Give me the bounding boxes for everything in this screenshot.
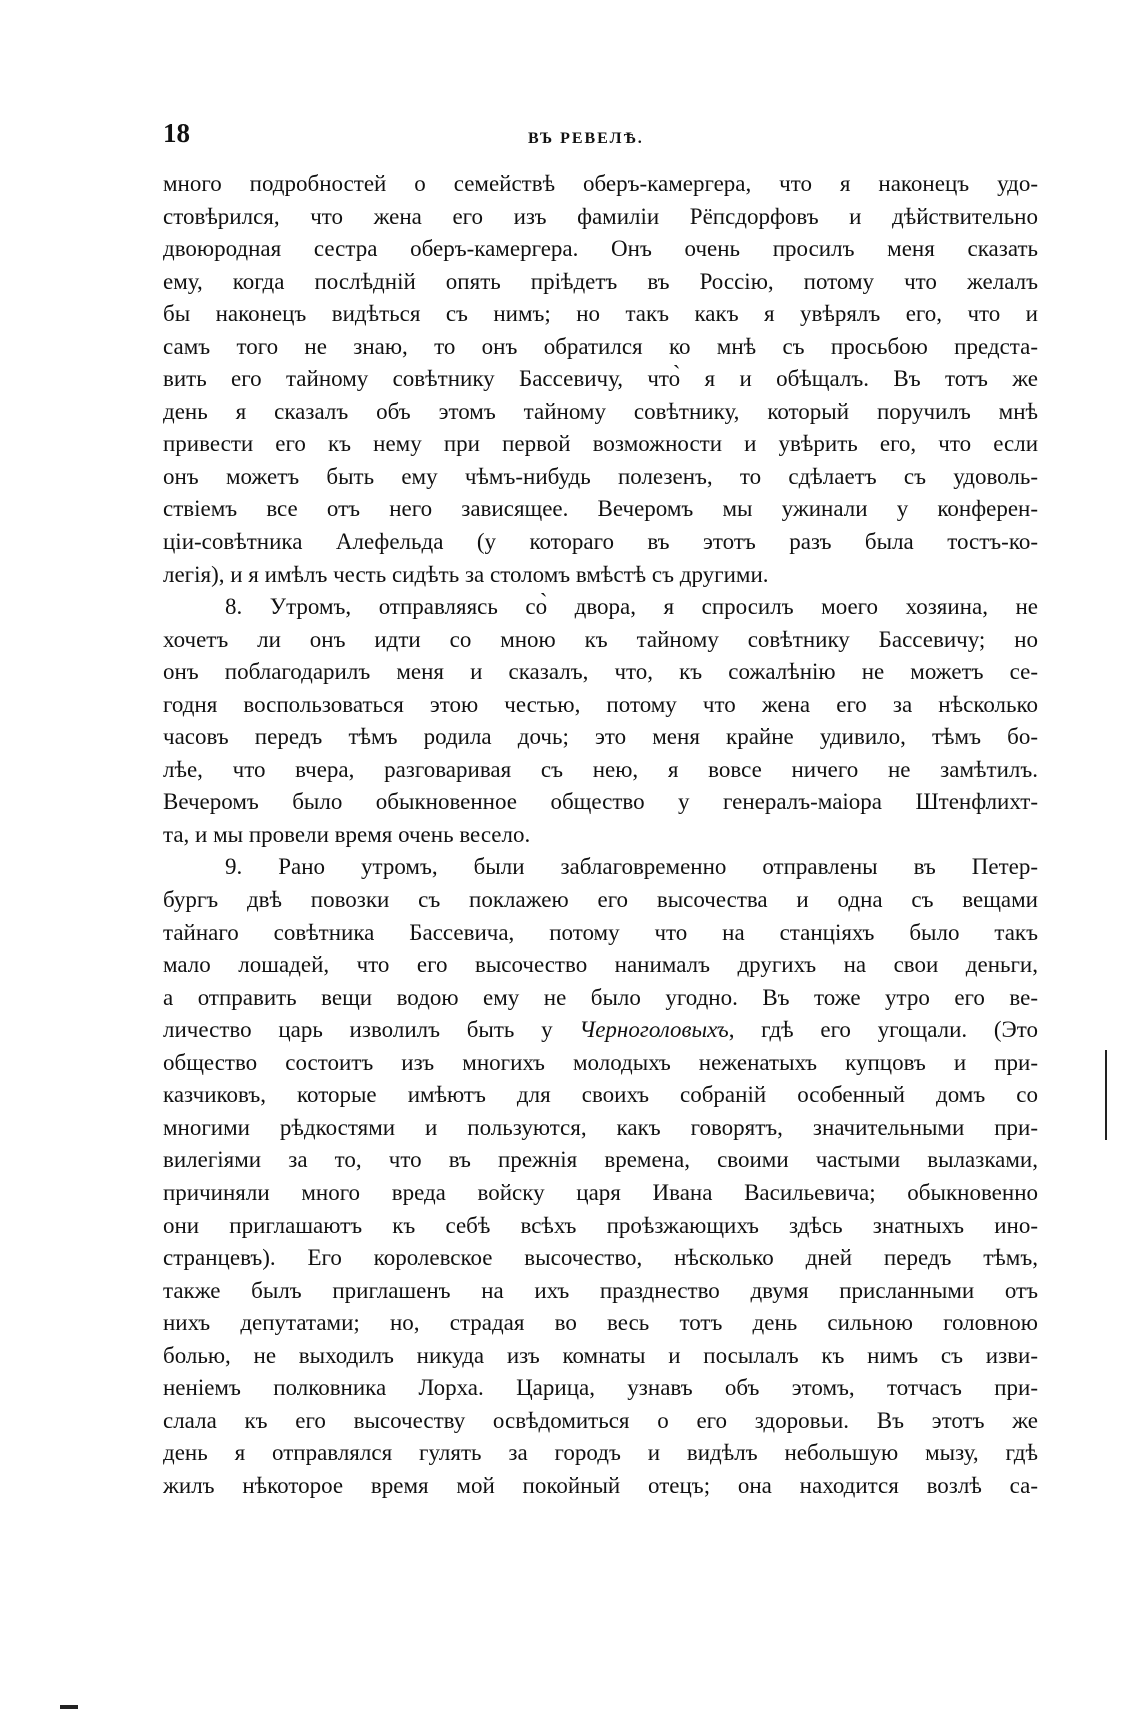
text-line: часовъ передъ тѣмъ родила дочь; это меня крайне удивило, тѣмъ бо- [163, 724, 1038, 750]
text-line: а отправить вещи водою ему не было угодно. Въ тоже утро его ве- [163, 984, 1038, 1010]
text-line: двоюродная сестра оберъ-камергера. Онъ очень просилъ меня сказать [163, 236, 1038, 262]
text-line: нихъ депутатами; но, страдая во весь тотъ день сильною головною [163, 1310, 1038, 1336]
running-title: ВЪ РЕВЕЛѢ. [528, 130, 644, 147]
text-line: казчиковъ, которые имѣютъ для своихъ собраній особенный домъ со [163, 1082, 1038, 1108]
text-line: тайнаго совѣтника Бассевича, потому что на станціяхъ было такъ [163, 919, 1038, 945]
text-line: бы наконецъ видѣться съ нимъ; но такъ какъ я увѣрялъ его, что и [163, 301, 1038, 327]
body-text [163, 168, 1038, 1502]
text-line: онъ можетъ быть ему чѣмъ-нибудь полезенъ, то сдѣлаетъ съ удоволь- [163, 463, 1038, 489]
italic-word: Черноголовыхъ [579, 1017, 729, 1043]
text-line: общество состоитъ изъ многихъ молодыхъ неженатыхъ купцовъ и при- [163, 1049, 1038, 1075]
paragraph-8-start: 8. Утромъ, отправляясь со̀ двора, я спросилъ моего хозяина, не [225, 594, 1038, 620]
text-line: легія), и я имѣлъ честь сидѣть за столомъ вмѣстѣ съ другими. [163, 561, 769, 587]
margin-scan-mark [60, 1705, 78, 1709]
text-line: стовѣрился, что жена его изъ фамиліи Рёпсдорфовъ и дѣйствительно [163, 203, 1038, 229]
text-line: они приглашаютъ къ себѣ всѣхъ проѣзжающихъ здѣсь знатныхъ ино- [163, 1212, 1038, 1238]
text-line: лѣе, что вчера, разговаривая съ нею, я вовсе ничего не замѣтилъ. [163, 756, 1038, 782]
text-line: неніемъ полковника Лорха. Царица, узнавъ объ этомъ, тотчасъ при- [163, 1375, 1038, 1401]
text-line: жилъ нѣкоторое время мой покойный отецъ; она находится возлѣ са- [163, 1472, 1038, 1498]
text-line: Вечеромъ было обыкновенное общество у генералъ-маіора Штенфлихт- [163, 789, 1038, 815]
text-line: многими рѣдкостями и пользуются, какъ говорятъ, значительными при- [163, 1114, 1038, 1140]
text-line: слала къ его высочеству освѣдомиться о его здоровьи. Въ этотъ же [163, 1407, 1038, 1433]
text-line: день я отправлялся гулять за городъ и видѣлъ небольшую мызу, гдѣ [163, 1440, 1038, 1466]
text-line: привести его къ нему при первой возможности и увѣрить его, что если [163, 431, 1038, 457]
text-line: вилегіями за то, что въ прежнія времена, своими частыми вылазками, [163, 1147, 1038, 1173]
text-line: самъ того не знаю, то онъ обратился ко мнѣ съ просьбою предста- [163, 333, 1038, 359]
text-line: годня воспользоваться этою честью, потому что жена его за нѣсколько [163, 691, 1038, 717]
text-line: бургъ двѣ повозки съ поклажею его высочества и одна съ вещами [163, 887, 1038, 913]
text-line: ціи-совѣтника Алефельда (у котораго въ этотъ разъ была тостъ-ко- [163, 529, 1038, 555]
page-number: 18 [163, 118, 190, 148]
text-line: хочетъ ли онъ идти со мною къ тайному совѣтнику Бассевичу; но [163, 626, 1038, 652]
text-line: ему, когда послѣдній опять пріѣдетъ въ Россію, потому что желалъ [163, 268, 1038, 294]
margin-scan-mark [1105, 1050, 1107, 1140]
text-line: ствіемъ все отъ него зависящее. Вечеромъ мы ужинали у конферен- [163, 496, 1038, 522]
text-line: мало лошадей, что его высочество нанималъ другихъ на свои деньги, [163, 952, 1038, 978]
text-line: онъ поблагодарилъ меня и сказалъ, что, къ сожалѣнію не можетъ се- [163, 659, 1038, 685]
text-line: та, и мы провели время очень весело. [163, 821, 531, 847]
text-line: много подробностей о семействѣ оберъ-камергера, что я наконецъ удо- [163, 171, 1038, 196]
text-line: день я сказалъ объ этомъ тайному совѣтнику, который поручилъ мнѣ [163, 398, 1038, 424]
text-line-with-italic: личество царь изволилъ быть у Черноголовыхъ, гдѣ его угощали. (Это [163, 1017, 1038, 1043]
text-line: болью, не выходилъ никуда изъ комнаты и посылалъ къ нимъ съ изви- [163, 1342, 1038, 1368]
page-header [163, 118, 1038, 158]
text-line: странцевъ). Его королевское высочество, нѣсколько дней передъ тѣмъ, [163, 1245, 1038, 1271]
paragraph-9-start: 9. Рано утромъ, были заблаговременно отправлены въ Петер- [225, 854, 1038, 880]
text-line: вить его тайному совѣтнику Бассевичу, что̀ я и обѣщалъ. Въ тотъ же [163, 366, 1038, 392]
text-line: причиняли много вреда войску царя Ивана Васильевича; обыкновенно [163, 1179, 1038, 1205]
text-line: также былъ приглашенъ на ихъ празднество двумя присланными отъ [163, 1277, 1038, 1303]
